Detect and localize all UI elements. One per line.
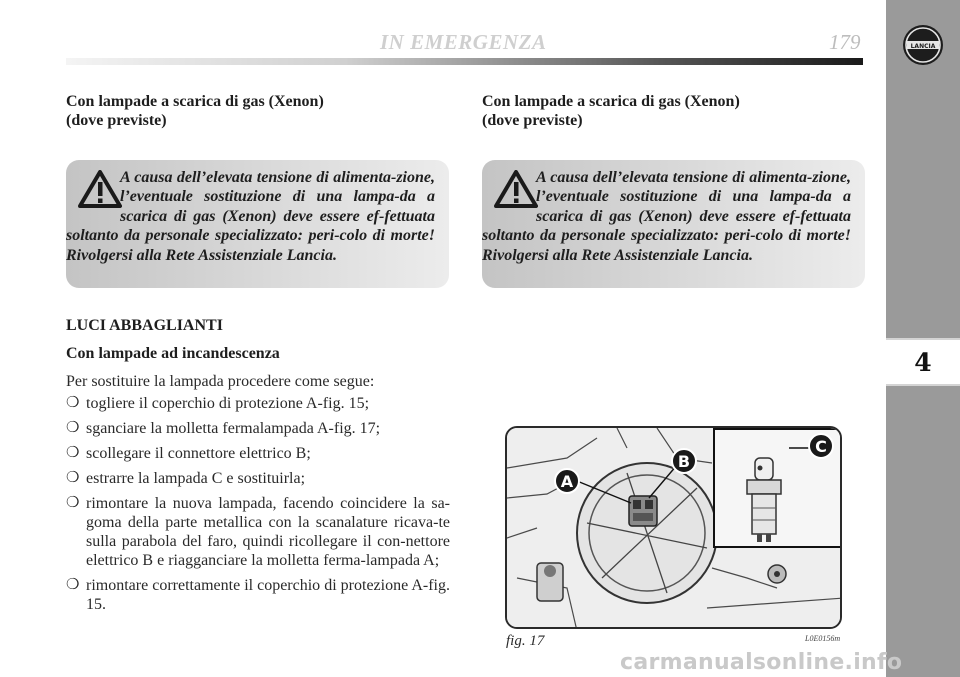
- list-item: [66, 469, 450, 488]
- right-column: [482, 92, 867, 288]
- high-beam-subtitle: Con lampade ad incandescenza: [66, 345, 280, 362]
- left-warning-text: A causa dell’elevata tensione di alimenta-zione, l’eventuale sostituzione di una lampa-da a scarica di gas (Xenon) deve essere ef-fettuata soltanto da personale specializzato: peri-colo di morte! Rivolgersi alla Rete Assistenziale Lancia.: [66, 169, 435, 264]
- step-text: sganciare la molletta fermalampada A-fig. 17;: [86, 420, 381, 437]
- bullet-icon: ❍: [66, 395, 80, 411]
- callout-b: [672, 449, 696, 473]
- high-beam-section: [66, 316, 450, 620]
- lancia-logo-text: LANCIA: [910, 43, 936, 50]
- step-text: rimontare la nuova lampada, facendo coincidere la sa-goma della parte metallica con la scanalature ricava-te sulla parabola del faro, quindi ricollegare il con-nettore elettrico B e riagganciare la molletta ferma-lampada A;: [86, 495, 450, 569]
- step-text: rimontare correttamente il coperchio di protezione A-fig. 15.: [86, 577, 450, 613]
- warning-icon: [78, 170, 122, 208]
- high-beam-intro: Per sostituire la lampada procedere come segue:: [66, 373, 375, 390]
- list-item: [66, 444, 450, 463]
- steps-list: [66, 394, 450, 614]
- callout-a: [555, 469, 579, 493]
- left-column: [66, 92, 451, 288]
- step-text: togliere il coperchio di protezione A-fig. 15;: [86, 395, 370, 412]
- warning-icon: [494, 170, 538, 208]
- headlamp-illustration: [507, 428, 842, 629]
- chapter-tab[interactable]: 4: [886, 338, 960, 386]
- bullet-icon: ❍: [66, 495, 80, 511]
- lancia-logo: [902, 24, 944, 66]
- left-section-heading: Con lampade a scarica di gas (Xenon) (dove previste): [66, 93, 324, 129]
- right-warning-text: A causa dell’elevata tensione di alimenta-zione, l’eventuale sostituzione di una lampa-da a scarica di gas (Xenon) deve essere ef-fettuata soltanto da personale specializzato: peri-colo di morte! Rivolgersi alla Rete Assistenziale Lancia.: [482, 169, 851, 264]
- bullet-icon: ❍: [66, 420, 80, 436]
- headlamp-figure: [505, 426, 842, 629]
- callout-c-label: C: [815, 437, 827, 456]
- left-warning-box: [66, 160, 449, 288]
- list-item: [66, 576, 450, 614]
- callout-a-label: A: [560, 472, 574, 491]
- figure-code: L0E0156m: [805, 634, 841, 643]
- bullet-icon: ❍: [66, 445, 80, 461]
- right-section-heading: Con lampade a scarica di gas (Xenon) (dove previste): [482, 93, 740, 129]
- bullet-icon: ❍: [66, 577, 80, 593]
- page-number: 179: [829, 30, 861, 54]
- step-text: scollegare il connettore elettrico B;: [86, 445, 311, 462]
- callout-b-label: B: [677, 452, 691, 471]
- callout-c: [809, 434, 833, 458]
- header-rule: [66, 58, 863, 65]
- step-text: estrarre la lampada C e sostituirla;: [86, 470, 306, 487]
- right-warning-box: [482, 160, 865, 288]
- high-beam-title: LUCI ABBAGLIANTI: [66, 317, 223, 334]
- section-header-title: IN EMERGENZA: [380, 30, 547, 54]
- list-item: [66, 394, 450, 413]
- watermark: carmanualsonline.info: [620, 650, 903, 675]
- bullet-icon: ❍: [66, 470, 80, 486]
- list-item: [66, 419, 450, 438]
- list-item: [66, 494, 450, 570]
- figure-caption: fig. 17: [506, 633, 545, 649]
